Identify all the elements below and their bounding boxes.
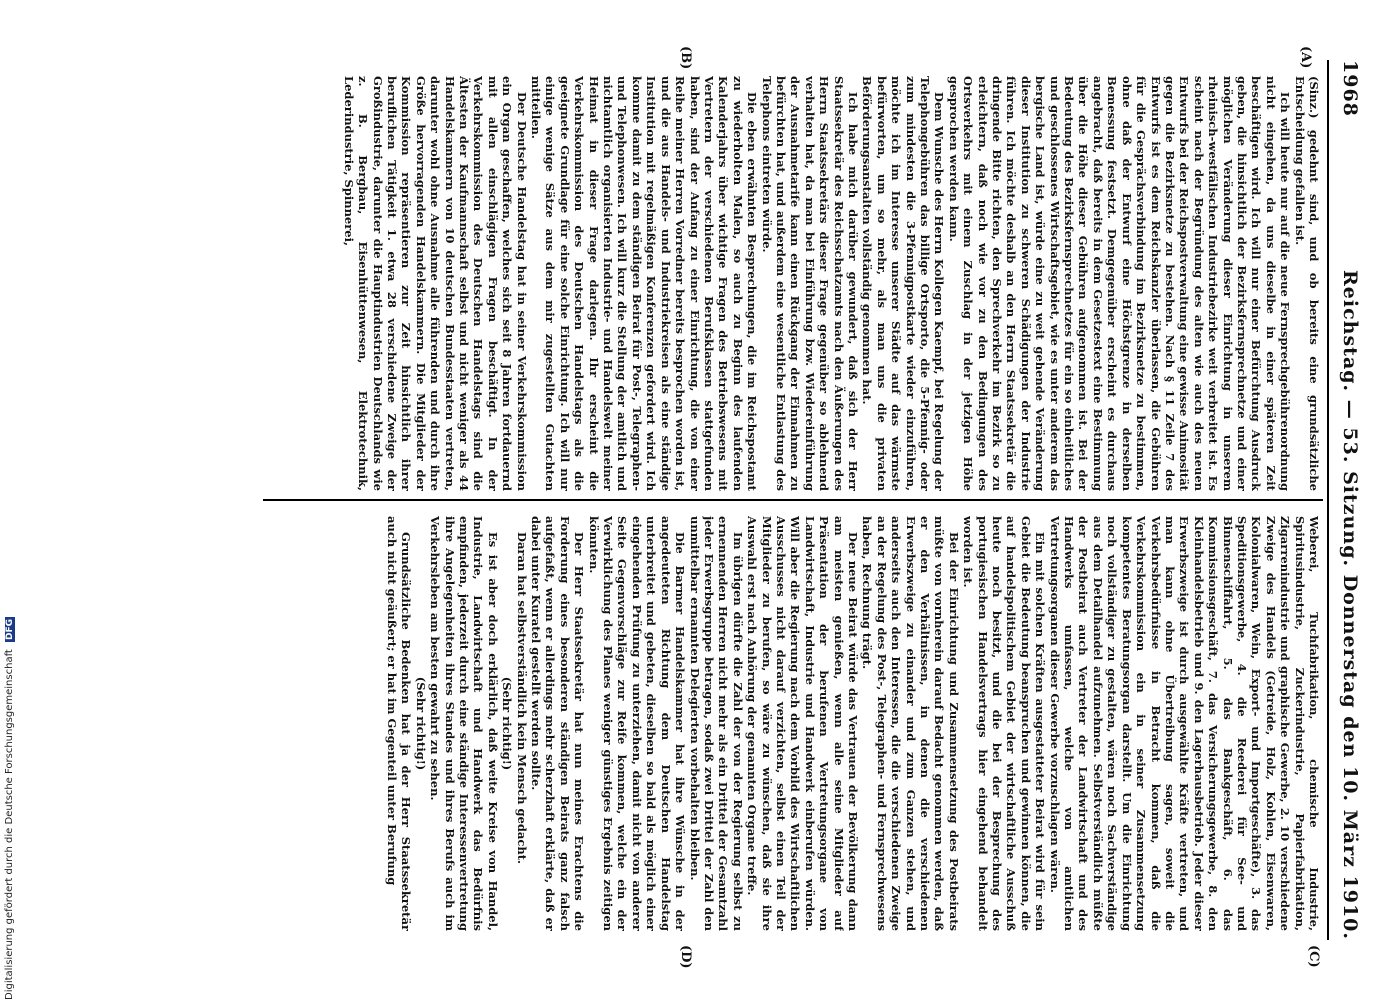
paragraph: Der Deutsche Handelstag hat in seiner Verkehrskommission ein Organ geschaffen, welches sich seit 8 Jahren fortdauernd mit allen einschlägigen Fragen beschäftigt. In der Verkehrskommission des Deutschen Handelstags sind die Ältesten der Kaufmannschaft selbst und nicht weniger als 44 Handelskammern von 10 deutschen Bundesstaaten vertreten, darunter wohl ohne Ausnahme alle führenden und durch ihre Größe hervorragenden Handelskammern. Die Mitglieder der Kommission repräsentieren zur Zeit hinsichtlich ihrer beruflichen Tätigkeit 1. etwa 28 verschiedene Zweige der Großindustrie, darunter die Hauptindustrien Deutschlands wie z. B. Bergbau, Eisenhüttenwesen, Elektrotechnik, Lederindustrie, Spinnerei, — [341, 76, 529, 491]
paragraph: Ein mit solchen Kräften ausgestatteter Beirat wird für sein Gebiet die Bedeutung beanspruchen und gewinnen können, die auf handelspolitischem Gebiet der wirtschaftliche Ausschuß heute noch besitzt, und die bei der Besprechung des portugiesischen Handelsvertrags hier eingehend behandelt worden ist. — [961, 516, 1048, 931]
page-number: 1968 — [1339, 60, 1361, 117]
margin-marker-d: (D) — [678, 945, 693, 969]
paragraph: Weberei, Tuchfabrikation, chemische Industrie, Spiritusindustrie, Zuckerindustrie, Papierfabrikation, Zigarrenindustrie und graphische Gewerbe, 2. 10 verschiedene Zweige des Handels (Getreide, Holz, Kohlen, Eisenwaren, Kolonialwaren, Wein, Export- und Importgeschäfte), 3. das Speditionsgewerbe, 4. die Reederei für See- und Binnenschiffahrt, 5. das Bankgeschäft, 6. das Kommissionsgeschäft, 7. das Versicherungsgewerbe, 8. den Kleinhandelsbetrieb und 9. den Lagerhausbetrieb. Jeder dieser Erwerbszweige ist durch ausgewählte Kräfte vertreten, und man kann ohne Übertreibung sagen, soweit die Verkehrsbedürfnisse in Betracht kommen, daß die Verkehrskommission ein in seiner Zusammensetzung kompetentes Beratungsorgan darstellt. Um die Einrichtung noch vollständiger zu gestalten, wären noch Sachverständige aus dem Detailhandel aufzunehmen. Selbstverständlich müßte der Postbeirat auch Vertreter der Landwirtschaft und des Handwerks umfassen, welche von amtlichen Vertretungsorganen dieser Gewerbe vorzuschlagen wären. — [1047, 516, 1321, 931]
interjection: (Sehr richtig!) — [500, 676, 515, 771]
dfg-logo: DFG — [5, 618, 15, 640]
left-column — [261, 76, 1321, 491]
running-title: Reichstag. — 53. Sitzung. Donnerstag den 10. März 1910. — [1339, 270, 1361, 940]
paragraph: Die eben erwähnten Besprechungen, die im Reichspostamt zu wiederholten Malen, so auch zu Beginn des laufenden Kalenderjahrs über wichtige Fragen des Betriebswesens mit Vertretern der verschiedenen Berufsklassen stattgefunden haben, sind der Anfang zu einer Einrichtung, die von einer Reihe meiner Herren Vorredner bereits besprochen worden ist, und die aus Handels- und Industriekreisen als eine ständige Institution mit regelmäßigen Konferenzen gefordert wird. Ich komme damit zu dem ständigen Beirat für Post-, Telegraphen- und Telephonwesen. Ich will kurz die Stellung der amtlich und nichtamtlich organisierten Industrie- und Handelswelt meiner Heimat in dieser Frage darlegen. Ihr erscheint die Verkehrskommission des Deutschen Handelstags als die geeignete Grundlage für eine solche Einrichtung. Ich will nur einige wenige Sätze aus dem mir zugestellten Gutachten mitteilen. — [529, 76, 760, 491]
paragraph: Der neue Beirat würde das Vertrauen der Bevölkerung dann am meisten genießen, wenn alle seine Mitglieder auf Präsentation der berufenen Vertretungsorgane von Landwirtschaft, Industrie und Handwerk einberufen würden. Will aber die Regierung nach dem Vorbild des Wirtschaftlichen Ausschusses nicht darauf verzichten, selbst einen Teil der Mitglieder zu berufen, so wäre zu wünschen, daß sie ihre Auswahl erst nach Anhörung der genannten Organe treffe. — [745, 516, 860, 931]
paragraph: Ich habe mich darüber gewundert, daß sich der Herr Staatssekretär des Reichsschatzamts nach den Äußerungen des Herrn Staatssekretärs dieser Frage gegenüber so ablehnend verhalten hat, da man bei Einführung bzw. Wiedereinführung der Ausnahmetarife kann einen Rückgang der Einnahmen zu befürchten hat, und außerdem eine wesentliche Entlastung des Telephons eintreten würde. — [759, 76, 860, 491]
paragraph: Bei der Einrichtung und Zusammensetzung des Postbeirats müßte von vornherein darauf Bedacht genommen werden, daß er den Verhältnissen, in denen die verschiedenen Erwerbszweige zu einander und zum Ganzen stehen, und anderseits auch den Interessen, die die verschiedenen Zweige an der Regelung des Post-, Telegraphen- und Fernsprechwesens haben, Rechnung trägt. — [860, 516, 961, 931]
paragraph: Es ist aber doch erklärlich, daß weite Kreise von Handel, Industrie, Landwirtschaft und Handwerk das Bedürfnis empfinden, jederzeit durch eine ständige Interessenvertretung ihre Angelegenheiten ihres Standes und ihres Berufs auch im Verkehrsleben am besten gewahrt zu sehen. — [428, 516, 500, 931]
header-rule — [1327, 60, 1329, 940]
digitization-note — [4, 0, 20, 1000]
margin-marker-a: (A) — [1298, 46, 1313, 69]
margin-marker-b: (B) — [678, 46, 693, 70]
column-divider — [263, 499, 1323, 501]
interjection: (Sehr richtig!) — [413, 676, 428, 771]
paragraph: Dem Wunsche des Herrn Kollegen Kaempf, bei Regelung der Telephongebühren das billige Ortsporto, die 5-Pfennig- oder zum mindesten die 3-Pfennigpostkarte wieder einzuführen, möchte ich im Interesse unserer Städte auf das wärmste befürworten, um so mehr, als man uns die privaten Beförderungsanstalten vollständig genommen hat. — [860, 76, 947, 491]
paragraph: Daran hat selbstverständlich kein Mensch gedacht. — [514, 532, 529, 865]
right-column — [261, 516, 1321, 931]
paragraph: Grundsätzliche Bedenken hat ja der Herr Staatssekretär auch nicht geäußert; er hat im Gegenteil unter Berufung — [385, 516, 414, 931]
digitization-text: Digitalisierung gefördert durch die Deutsche Forschungsgemeinschaft — [4, 649, 15, 1000]
paragraph: Die Barmer Handelskammer hat ihre Wünsche in der angedeuteten Richtung dem Deutschen Handelstag unterbreitet und gebeten, dieselben so bald als möglich einer eingehenden Prüfung zu unterziehen, damit nicht von anderer Seite Gegenvorschläge zur Reife kommen, welche ein der Verwirklichung des Planes weniger günstiges Ergebnis zeitigen könnten. — [586, 516, 688, 931]
paragraph: Der Herr Staatssekretär hat nun meines Erachtens die Forderung eines besonderen ständigen Beirats ganz falsch aufgefaßt, wenn er allerdings mehr scherzhaft erklärte, daß er dabei unter Kuratel gestellt werden sollte. — [529, 516, 587, 931]
paragraph: Ich will heute nur auf die neue Fernsprechgebührenordnung nicht eingehen, da uns dieselbe in einer späteren Zeit beschäftigen wird. Ich will nur einer Befürchtung Ausdruck geben, die hinsichtlich der Bezirksfernsprechnetze und einer möglichen Veränderung dieser Einrichtung in unserem rheinisch-westfälischen Industriebezirke weit verbreitet ist. Es scheint nach der Begründung des alten wie auch des neuen Entwurfs bei der Reichspostverwaltung eine gewisse Animosität gegen die Bezirksnetze zu bestehen. Nach § 11 Zeile 7 des Entwurfs ist es dem Reichskanzler überlassen, die Gebühren für die Gesprächsverbindung im Bezirksnetze zu bestimmen, ohne daß der Entwurf eine Höchstgrenze in derselben Bemessung festsetzt. Demgegenüber erscheint es durchaus angebracht, daß bereits in dem Gesetzestext eine Bestimmung über die Höhe dieser Gebühren aufgenommen ist. Bei der Bedeutung des Bezirksfernsprechnetzes für ein so einheitliches und geschlossenes Wirtschaftsgebiet, wie es unter anderem das bergische Land ist, würde eine zu weit gehende Veränderung dieser Institution zu schweren Schädigungen der Industrie führen. Ich möchte deshalb an den Herrn Staatssekretär die dringende Bitte richten, den Sprechverkehr im Bezirk so zu erleichtern, daß noch wie vor zu den Bedingungen des Ortsverkehrs mit einem Zuschlag in der jetzigen Höhe gesprochen werden kann. — [946, 76, 1293, 491]
page-header — [1331, 60, 1361, 940]
margin-marker-c: (C) — [1306, 945, 1321, 968]
paragraph: Im übrigen dürfte die Zahl der von der Regierung selbst zu ernennenden Herren nicht mehr als ein Drittel der Gesamtzahl jeder Erwerbsgruppe betragen, sodaß zwei Drittel der Zahl den unmittelbar ernannten Delegierten vorbehalten bleiben. — [687, 516, 745, 931]
paragraph: (Sinz.) gedehnt sind, und ob bereits eine grundsätzliche Entscheidung gefallen ist. — [1292, 76, 1321, 491]
